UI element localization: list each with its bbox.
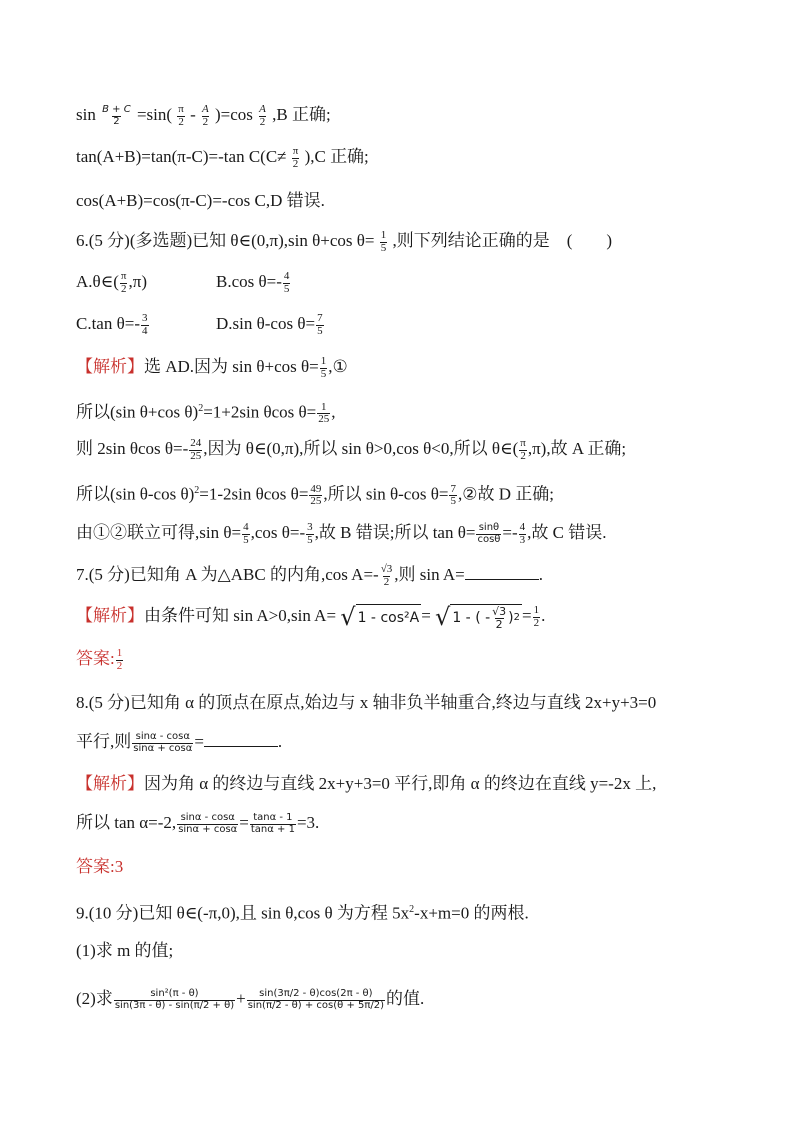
answer-blank: [465, 563, 539, 580]
solution-7: 【解析】由条件可知 sin A>0,sin A= √ 1 - cos²A = √ 1 - ( - √3 2 ) 2 = $\frac{1}{2}$ .: [76, 603, 546, 632]
solution-6-line-4: 所以(sin θ-cos θ)$^2$=1-2sin θcos θ= $\frac{49}{25}$ ,所以 sin θ-cos θ= $\frac{7}{5}$ ,②故 D 正确;: [76, 482, 554, 508]
answer-7: 答案: $\frac{1}{2}$: [76, 647, 123, 672]
text: ,B 正确;: [272, 105, 331, 124]
analysis-tag: 【解析】: [76, 774, 144, 793]
solution-6-line-1: 【解析】选 AD.因为 sin θ+cos θ= $\frac{1}{5}$ ,①: [76, 355, 348, 380]
text: ),C 正确;: [304, 147, 369, 166]
solution-6-line-3: 则 2sin θcos θ=- $\frac{24}{25}$ ,因为 θ∈(0,π),所以 sin θ>0,cos θ<0,所以 θ∈( $\frac{\pi}{2}$ ,π),故 A 正确;: [76, 437, 627, 462]
question-9-part-2: (2)求 $\frac{\text{sin²(π - θ)}}{\sin(3\pi - \theta) - \sin(\pi/2 + \theta)}$ + $\frac{\sin(3\pi/2 - \theta)\cos(2\pi - \theta)}{\sin(\pi/2 - \theta) + \cos(\theta + 5\pi/2)}$ 的值.: [76, 988, 425, 1011]
text: ,则下列结论正确的是 ( ): [392, 231, 613, 250]
text: cos(A+B)=cos(π-C)=-cos C,D 错误.: [76, 191, 325, 210]
fraction: $\frac{B + C}{2}$: [102, 104, 131, 127]
question-8-line-2: 平行,则 $\frac{\sin\alpha - \cos\alpha}{\sin\alpha + \cos\alpha}$ = .: [76, 731, 283, 754]
text: =sin(: [136, 105, 173, 124]
line-sin-half-sum: [76, 104, 331, 128]
question-6-option-c: C.tan θ=- $\frac{3}{4}$: [76, 312, 148, 337]
line-tan-sum: [76, 146, 369, 170]
question-9: 9.(10 分)已知 θ∈(-π,0),且 sin θ,cos θ 为方程 $5x^2-x+m=0$ 的两根.: [76, 903, 529, 923]
solution-6-line-5: 由①②联立可得,sin θ= $\frac{4}{5}$ ,cos θ=- $\frac{3}{5}$ ,故 B 错误;所以 tan θ= $\frac{\sin\theta}{\cos\theta}$ =- $\frac{4}{3}$ ,故 C 错误.: [76, 521, 607, 546]
answer-blank: [204, 730, 278, 747]
square-root: √ 1 - ( - √3 2 ) 2: [435, 603, 521, 631]
answer-8: 答案:3: [76, 857, 124, 876]
question-6-option-a: A.θ∈( $\frac{\pi}{2}$ ,π): [76, 270, 147, 295]
solution-6-line-2: 所以(sin θ+cos θ)$^2$=1+2sin θcos θ= $\frac{1}{25}$ ,: [76, 400, 336, 426]
text: -: [190, 105, 196, 124]
analysis-tag: 【解析】: [76, 357, 144, 376]
analysis-tag: 【解析】: [76, 605, 144, 625]
question-6-stem: [76, 230, 612, 254]
fraction: $\frac{\pi}{2}$: [178, 103, 184, 128]
fraction: $\frac{A}{2}$: [259, 103, 266, 128]
square-root: √ 1 - cos²A: [340, 603, 420, 632]
line-cos-sum: [76, 190, 325, 212]
solution-8-line-1: 【解析】因为角 α 的终边与直线 2x+y+3=0 平行,即角 α 的终边在直线 y=-2x 上,: [76, 774, 657, 793]
question-7: 7.(5 分)已知角 A 为△ABC 的内角,cos A=- $\frac{√3}{2}$ ,则 sin A= .: [76, 563, 544, 588]
text: )=cos: [215, 105, 258, 124]
question-6-option-b: B.cos θ=- $\frac{4}{5}$: [216, 270, 290, 295]
fraction: $\frac{\pi}{2}$: [292, 145, 299, 170]
fraction: $\frac{1}{5}$: [380, 229, 387, 254]
solution-8-line-2: 所以 tan α=-2, $\frac{\sin\alpha - \cos\alpha}{\sin\alpha + \cos\alpha}$ = $\frac{\tan\alpha - 1}{\tan\alpha + 1}$ =3.: [76, 812, 320, 835]
question-9-part-1: (1)求 m 的值;: [76, 941, 174, 960]
fraction: $\frac{A}{2}$: [202, 103, 209, 128]
question-8-line-1: 8.(5 分)已知角 α 的顶点在原点,始边与 x 轴非负半轴重合,终边与直线 2x+y+3=0: [76, 693, 657, 712]
text: 6.(5 分)(多选题)已知 θ∈(0,π),sin θ+cos θ=: [76, 231, 375, 250]
text: tan(A+B)=tan(π-C)=-tan C(C≠: [76, 147, 287, 166]
question-6-option-d: D.sin θ-cos θ= $\frac{7}{5}$: [216, 312, 323, 337]
text: sin: [76, 105, 101, 124]
